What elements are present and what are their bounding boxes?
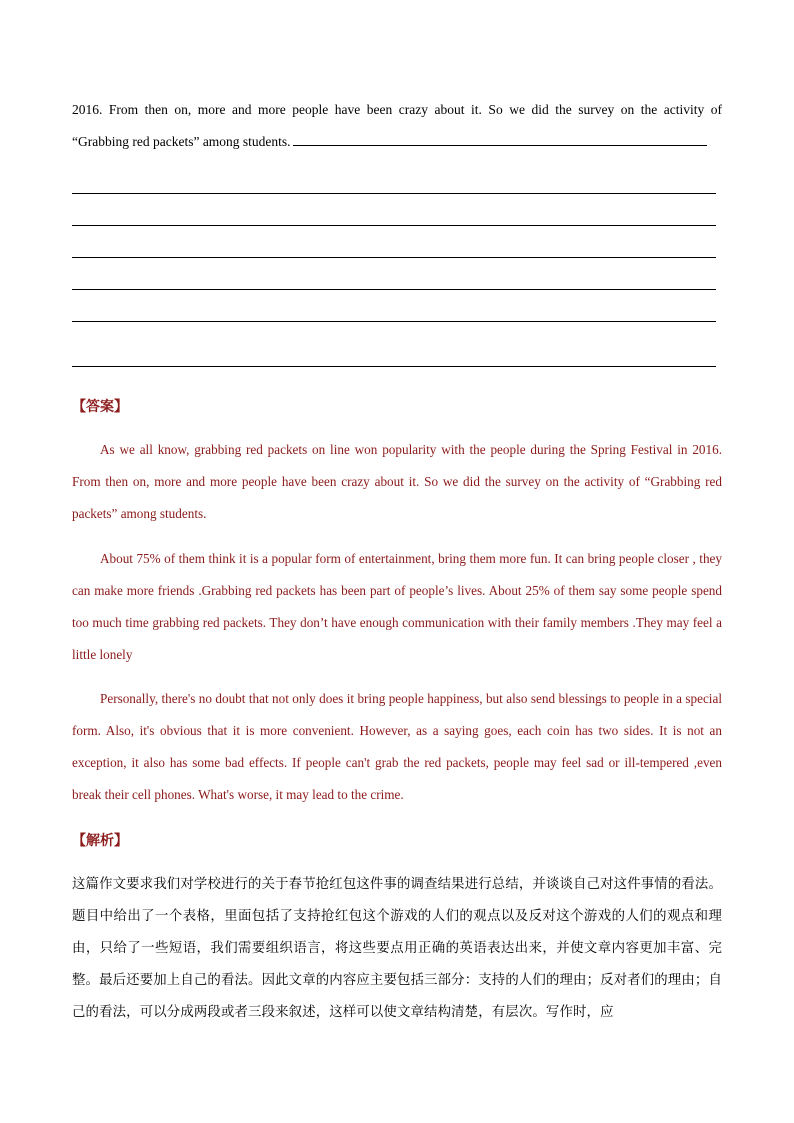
writing-line-5 (72, 321, 716, 322)
writing-line-6 (72, 366, 716, 367)
writing-blank-inline (293, 131, 707, 146)
answer-paragraph-3 (72, 683, 722, 811)
writing-line-2 (72, 225, 716, 226)
answer-paragraph-2 (72, 543, 722, 671)
intro-line-2-text: “Grabbing red packets” among students. (72, 134, 291, 149)
answer-paragraph-1-text: As we all know, grabbing red packets on line won popularity with the people during the Spring Festival in 2016. From then on, more and more people have been crazy about it. So we did the survey on the activity of “Grabbing red packets” among students. (72, 442, 722, 521)
intro-line-2 (72, 126, 722, 158)
writing-line-3 (72, 257, 716, 258)
analysis-heading: 【解析】 (72, 833, 128, 849)
writing-line-4 (72, 289, 716, 290)
answer-paragraph-1 (72, 434, 722, 530)
answer-heading: 【答案】 (72, 399, 128, 415)
analysis-text: 这篇作文要求我们对学校进行的关于春节抢红包这件事的调查结果进行总结，并谈谈自己对这件事情的看法。题目中给出了一个表格，里面包括了支持抢红包这个游戏的人们的观点以及反对这个游戏的人们的观点和理由，只给了一些短语，我们需要组织语言，将这些要点用正确的英语表达出来，并使文章内容更加丰富、完整。最后还要加上自己的看法。因此文章的内容应主要包括三部分：支持的人们的理由；反对者们的理由；自己的看法，可以分成两段或者三段来叙述，这样可以使文章结构清楚，有层次。写作时，应 (72, 877, 722, 1020)
answer-paragraph-2-text: About 75% of them think it is a popular form of entertainment, bring them more fun. It can bring people closer , they can make more friends .Grabbing red packets has been part of people’s lives. About 25% of them say some people spend too much time grabbing red packets. They don’t have enough communication with their family members .They may feel a little lonely (72, 551, 722, 662)
intro-line-1: 2016. From then on, more and more people have been crazy about it. So we did the survey on the activity of (72, 102, 722, 117)
answer-paragraph-3-text: Personally, there's no doubt that not only does it bring people happiness, but also send blessings to people in a special form. Also, it's obvious that it is more convenient. However, as a saying goes, each coin has two sides. It is not an exception, it also has some bad effects. If people can't grab the red packets, people may feel sad or ill-tempered ,even break their cell phones. What's worse, it may lead to the crime. (72, 691, 722, 802)
writing-line-1 (72, 193, 716, 194)
